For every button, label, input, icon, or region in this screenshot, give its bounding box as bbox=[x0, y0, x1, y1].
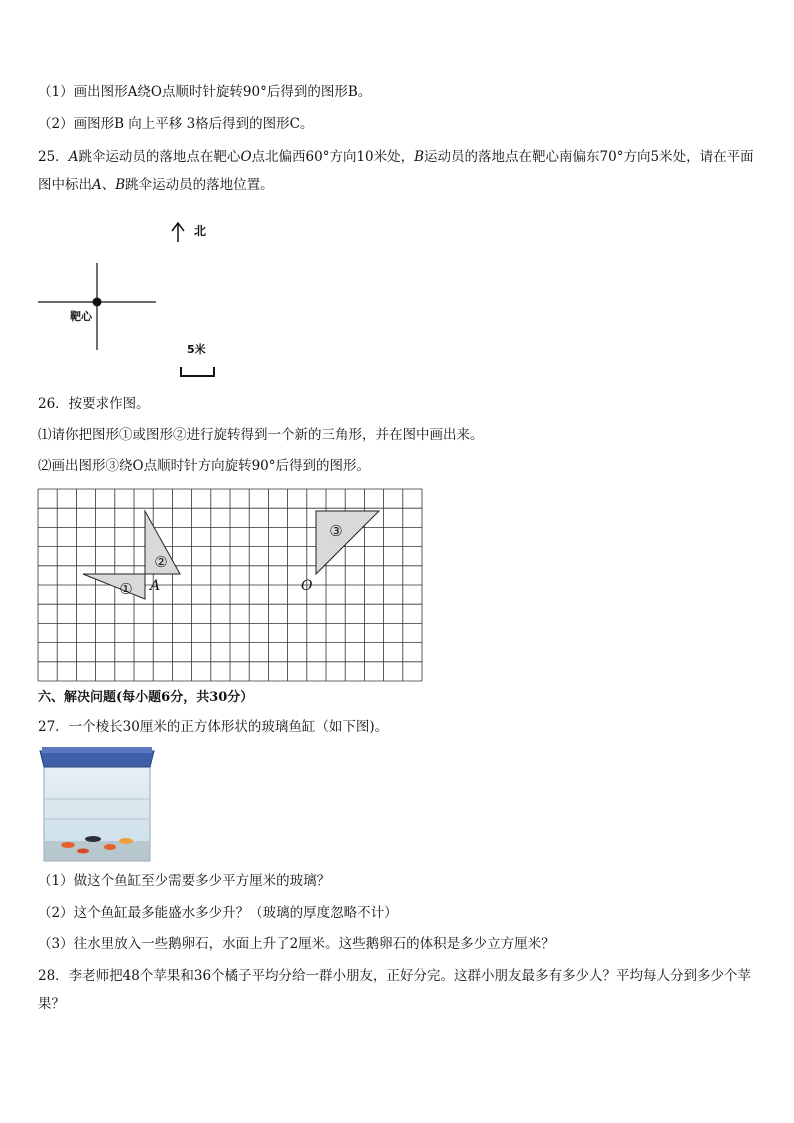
triangle-1 bbox=[83, 574, 145, 599]
q25-separator: 、 bbox=[101, 177, 116, 193]
q25-letter-b2: B bbox=[115, 177, 126, 193]
q25-text-part1: 跳伞运动员的落地点在靶心 bbox=[78, 149, 241, 165]
triangle-1-label: ① bbox=[119, 580, 133, 598]
target-center-label: 靶心 bbox=[70, 310, 92, 323]
q27-sub2: （2）这个鱼缸最多能盛水多少升？（玻璃的厚度忽略不计） bbox=[38, 905, 398, 921]
scale-label: 5米 bbox=[187, 343, 206, 356]
triangle-2-label: ② bbox=[154, 553, 168, 571]
q25-letter-b: B bbox=[414, 149, 425, 165]
q25-text-part3: 运动员的落地点在靶心南偏东70°方向5米处，请在平面图中标出 bbox=[38, 149, 754, 193]
section6-title: 六、解决问题(每小题6分，共30分） bbox=[38, 690, 254, 705]
q25-text-part2: 点北偏西60°方向10米处， bbox=[251, 149, 415, 165]
q25-letter-a: A bbox=[68, 149, 79, 165]
q26-sub1: ⑴请你把图形①或图形②进行旋转得到一个新的三角形，并在图中画出来。 bbox=[38, 427, 484, 443]
triangle-3 bbox=[316, 511, 379, 574]
point-a-label: A bbox=[150, 578, 161, 594]
q27-sub3: （3）往水里放入一些鹅卵石，水面上升了2厘米。这些鹅卵石的体积是多少立方厘米？ bbox=[38, 936, 555, 952]
q27-text: 27．一个棱长30厘米的正方体形状的玻璃鱼缸（如下图)。 bbox=[38, 719, 389, 735]
q25-number: 25． bbox=[38, 149, 69, 165]
q26-sub2: ⑵画出图形③绕O点顺时针方向旋转90°后得到的图形。 bbox=[38, 458, 370, 474]
triangle-3-label: ③ bbox=[329, 522, 343, 540]
q28-text: 28．李老师把48个苹果和36个橘子平均分给一群小朋友，正好分完。这群小朋友最多有多少人？平均每人分到多少个苹果？ bbox=[38, 968, 752, 1012]
q25-text-part4: 跳伞运动员的落地位置。 bbox=[125, 177, 274, 193]
north-label: 北 bbox=[194, 224, 207, 238]
q25-letter-o: O bbox=[240, 149, 252, 165]
fish-tank-image bbox=[38, 741, 156, 863]
q25-letter-a2: A bbox=[92, 177, 102, 193]
q26-title: 26．按要求作图。 bbox=[38, 396, 150, 412]
q24-sub1: （1）画出图形A绕O点顺时针旋转90°后得到的图形B。 bbox=[38, 84, 372, 100]
q24-sub2: （2）画图形B 向上平移 3格后得到的图形C。 bbox=[38, 116, 314, 132]
q27-sub1: （1）做这个鱼缸至少需要多少平方厘米的玻璃？ bbox=[38, 873, 331, 889]
point-o-label: O bbox=[301, 578, 313, 594]
